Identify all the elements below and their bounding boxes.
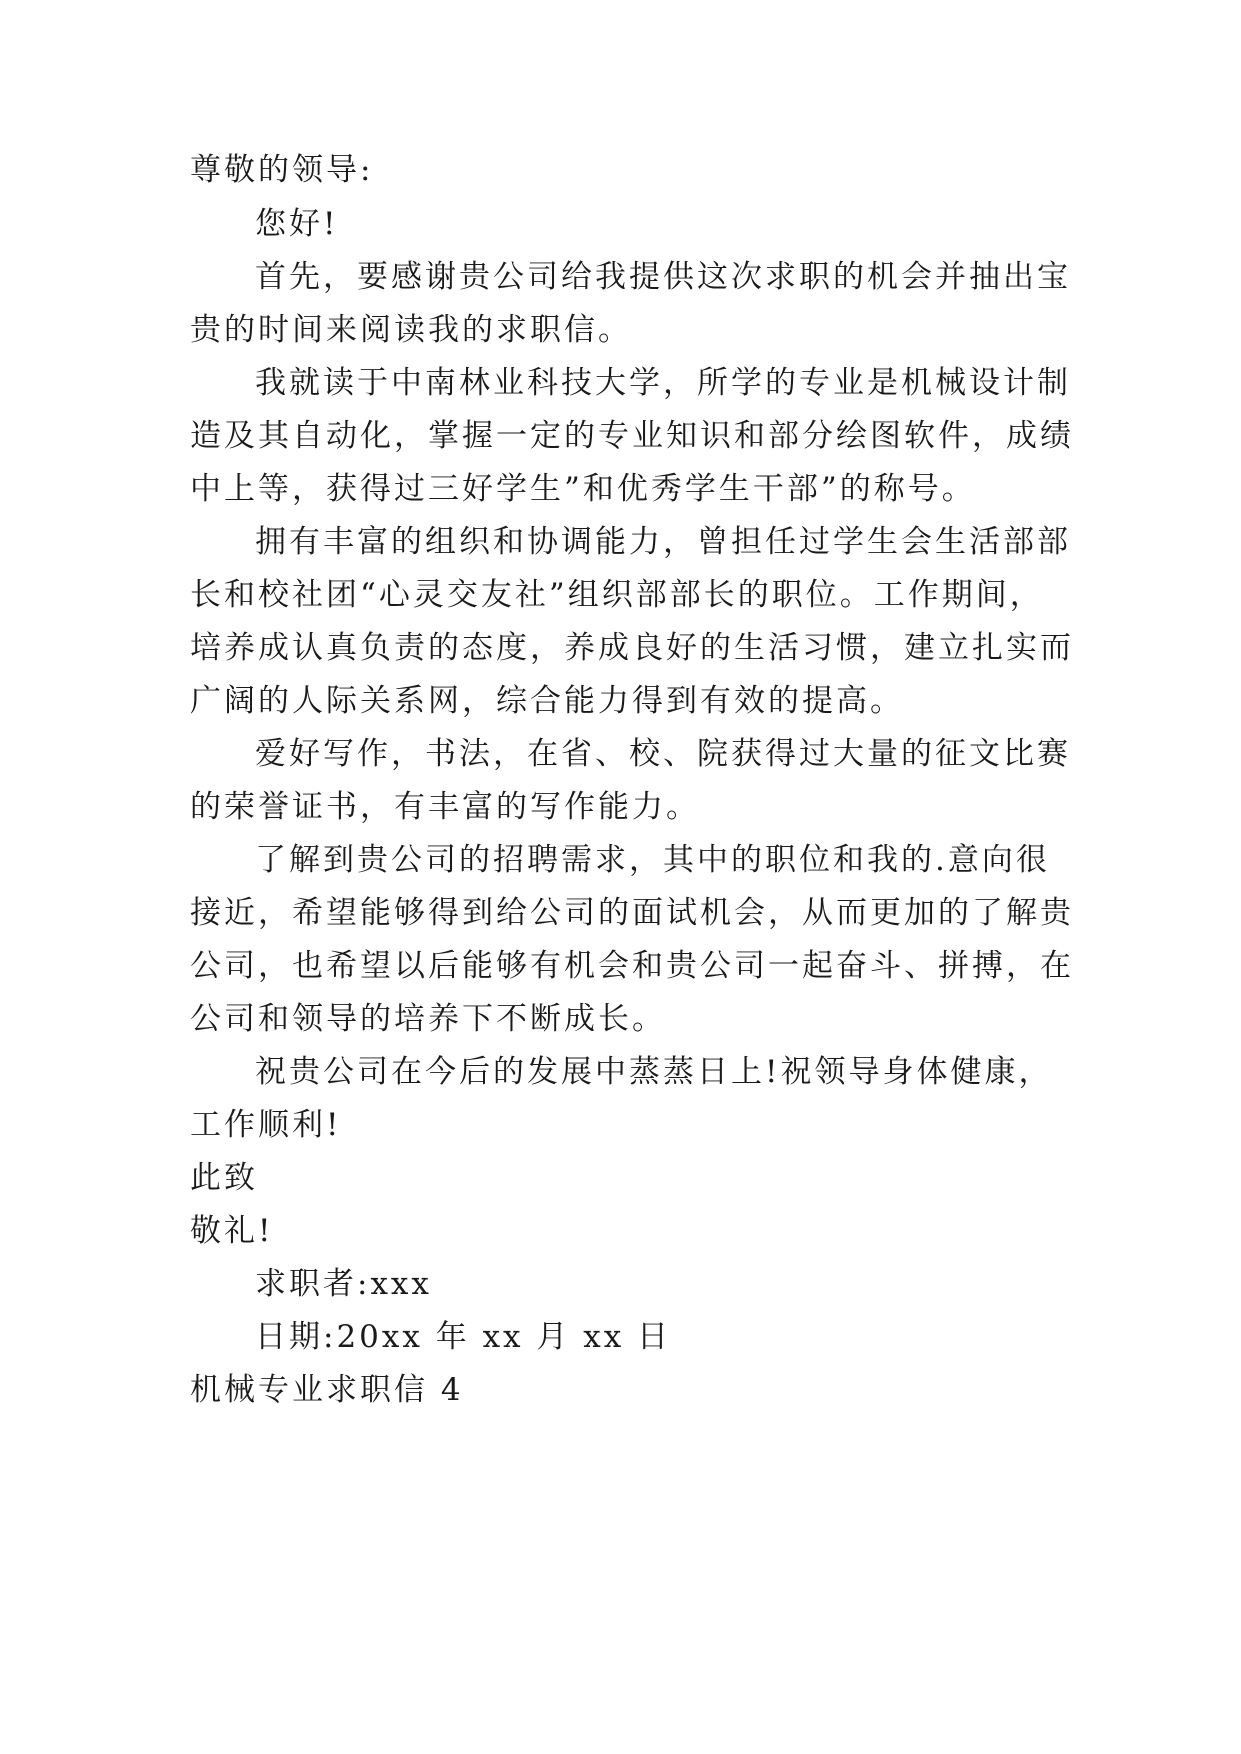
- body-line: 接近，希望能够得到给公司的面试机会，从而更加的了解贵: [190, 895, 1074, 931]
- body-line: 拥有丰富的组织和协调能力，曾担任过学生会生活部部: [255, 524, 1071, 560]
- body-line: 我就读于中南林业科技大学，所学的专业是机械设计制: [255, 365, 1071, 401]
- body-line: 中上等，获得过三好学生”和优秀学生干部”的称号。: [190, 471, 976, 507]
- salutation: 尊敬的领导:: [190, 152, 374, 188]
- body-line: 公司和领导的培养下不断成长。: [190, 1001, 666, 1037]
- body-line: 培养成认真负责的态度，养成良好的生活习惯，建立扎实而: [190, 630, 1074, 666]
- body-line: 首先，要感谢贵公司给我提供这次求职的机会并抽出宝: [255, 259, 1071, 295]
- body-line: 公司，也希望以后能够有机会和贵公司一起奋斗、拼搏，在: [190, 948, 1074, 984]
- body-line: 了解到贵公司的招聘需求，其中的职位和我的.意向很: [255, 842, 1050, 878]
- body-line: 广阔的人际关系网，综合能力得到有效的提高。: [190, 683, 904, 719]
- letter-date: 日期:20xx 年 xx 月 xx 日: [255, 1319, 672, 1355]
- body-line: 长和校社团“心灵交友社”组织部部长的职位。工作期间，: [190, 577, 1044, 613]
- next-section-title: 机械专业求职信 4: [190, 1372, 464, 1408]
- greeting: 您好!: [255, 206, 339, 242]
- applicant-signature: 求职者:xxx: [255, 1266, 432, 1302]
- closing-wish: 工作顺利!: [190, 1107, 342, 1143]
- body-line: 贵的时间来阅读我的求职信。: [190, 312, 632, 348]
- closing-regards: 敬礼!: [190, 1213, 274, 1249]
- body-line: 的荣誉证书，有丰富的写作能力。: [190, 789, 700, 825]
- closing-wish: 祝贵公司在今后的发展中蒸蒸日上!祝领导身体健康，: [255, 1054, 1053, 1090]
- closing-phrase: 此致: [190, 1160, 258, 1196]
- body-line: 造及其自动化，掌握一定的专业知识和部分绘图软件，成绩: [190, 418, 1074, 454]
- body-line: 爱好写作，书法，在省、校、院获得过大量的征文比赛: [255, 736, 1071, 772]
